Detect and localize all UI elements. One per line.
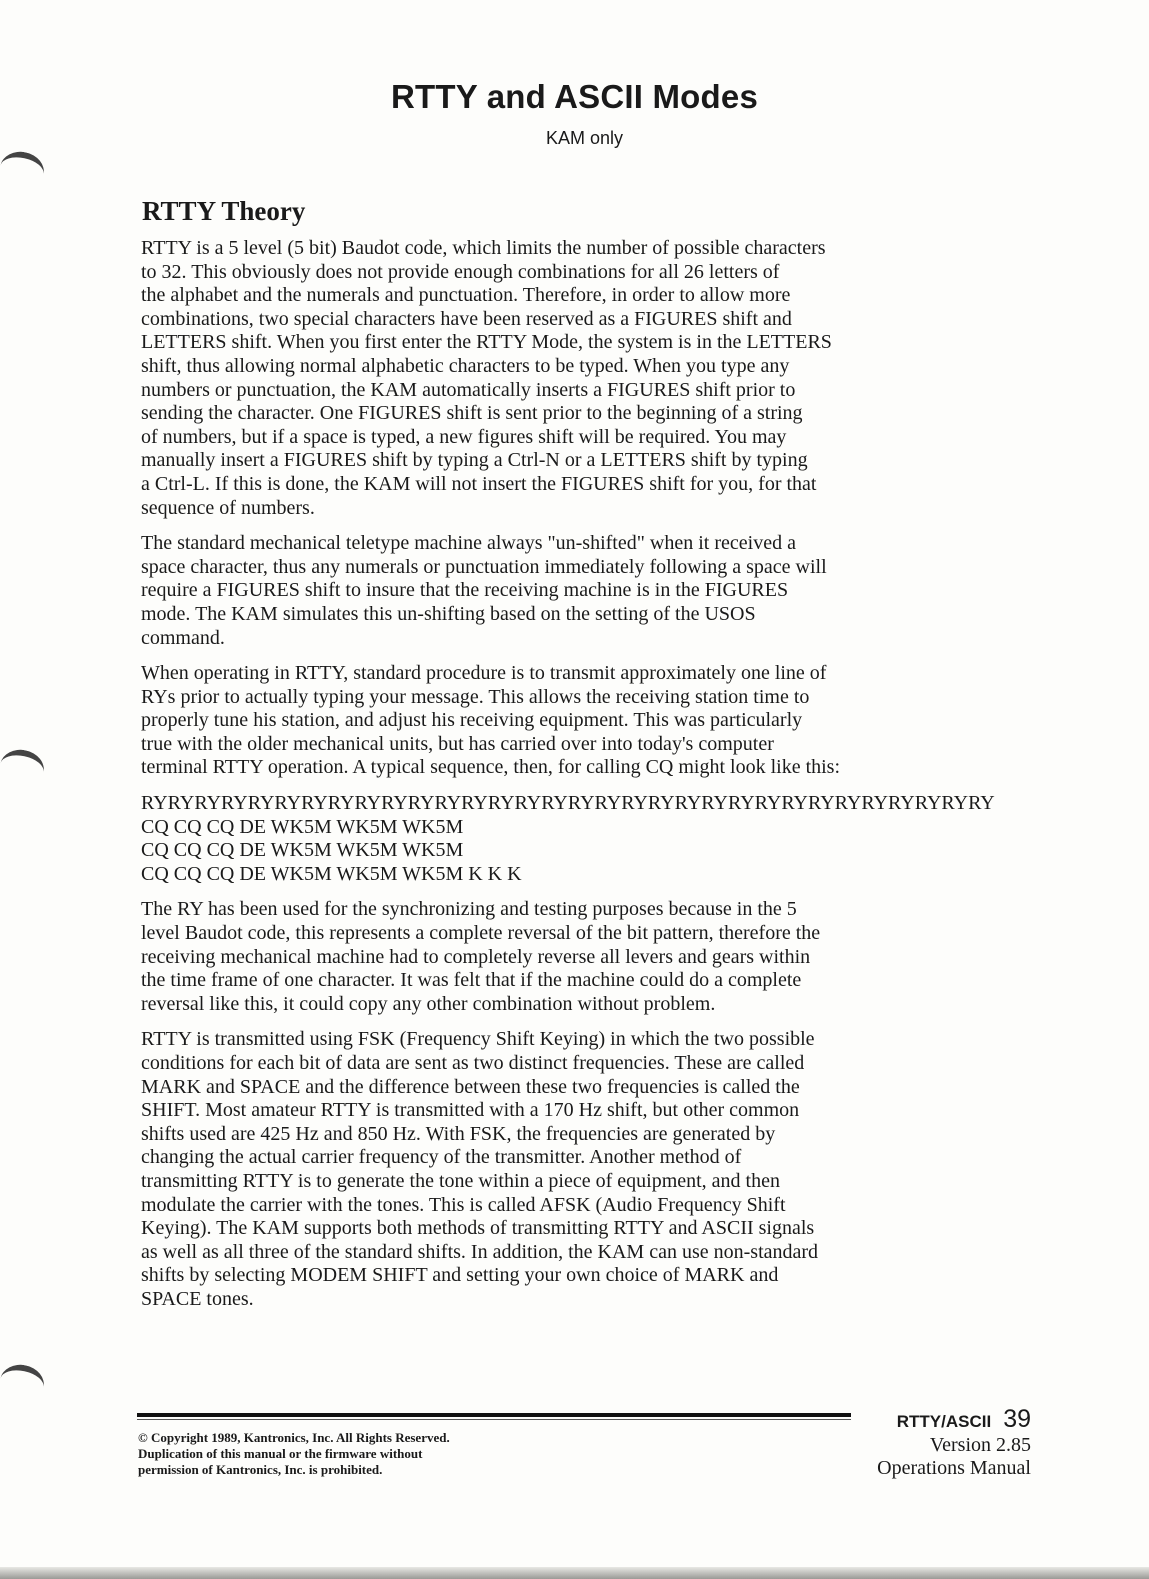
- version-label: Version 2.85: [929, 1434, 1031, 1456]
- text-line: When operating in RTTY, standard procedure is to transmit approximately one line of: [141, 662, 827, 685]
- text-line: LETTERS shift. When you first enter the RTTY Mode, the system is in the LETTERS: [141, 331, 832, 354]
- copyright-line: Duplication of this manual or the firmware without: [138, 1446, 423, 1461]
- text-line: SHIFT. Most amateur RTTY is transmitted with a 170 Hz shift, but other common: [141, 1099, 800, 1122]
- text-line: The standard mechanical teletype machine always "un-shifted" when it received a: [141, 532, 796, 555]
- text-line: transmitting RTTY is to generate the tone within a piece of equipment, and then: [141, 1169, 780, 1192]
- text-line: the time frame of one character. It was felt that if the machine could do a complete: [141, 969, 802, 992]
- text-line: the alphabet and the numerals and punctuation. Therefore, in order to allow more: [141, 284, 791, 307]
- text-line: Keying). The KAM supports both methods of transmitting RTTY and ASCII signals: [141, 1217, 815, 1240]
- text-line: true with the older mechanical units, but has carried over into today's computer: [141, 732, 774, 755]
- text-line: reversal like this, it could copy any other combination without problem.: [141, 992, 716, 1015]
- footer-section-label: RTTY/ASCII: [896, 1412, 992, 1431]
- text-line: of numbers, but if a space is typed, a new figures shift will be required. You may: [141, 425, 787, 448]
- copyright-line: © Copyright 1989, Kantronics, Inc. All Rights Reserved.: [138, 1430, 450, 1445]
- body-text: [141, 237, 1021, 1324]
- paragraph-rtty-intro: [141, 237, 1021, 520]
- code-line: RYRYRYRYRYRYRYRYRYRYRYRYRYRYRYRYRYRYRYRYRYRYRYRYRYRYRYRYRYRYRYRY: [141, 792, 995, 815]
- text-line: The RY has been used for the synchronizing and testing purposes because in the 5: [141, 898, 797, 921]
- manual-label: Operations Manual: [877, 1457, 1031, 1479]
- text-line: modulate the carrier with the tones. This is called AFSK (Audio Frequency Shift: [141, 1193, 786, 1216]
- paragraph-procedure: [141, 662, 1021, 780]
- page-number: 39: [1003, 1405, 1031, 1433]
- text-line: RTTY is a 5 level (5 bit) Baudot code, which limits the number of possible characters: [141, 237, 826, 259]
- text-line: space character, thus any numerals or punctuation immediately following a space will: [141, 555, 827, 578]
- copyright-notice: [138, 1430, 578, 1478]
- text-line: manually insert a FIGURES shift by typing a Ctrl-N or a LETTERS shift by typing: [141, 449, 808, 472]
- text-line: sending the character. One FIGURES shift is sent prior to the beginning of a string: [141, 402, 803, 425]
- paragraph-ry-pattern: [141, 898, 1021, 1016]
- text-line: RYs prior to actually typing your message. This allows the receiving station time to: [141, 685, 810, 708]
- page-title: RTTY and ASCII Modes: [390, 78, 759, 115]
- footer-rule: [137, 1413, 851, 1417]
- cq-example-block: [141, 792, 1021, 886]
- text-line: command.: [141, 626, 225, 649]
- text-line: changing the actual carrier frequency of the transmitter. Another method of: [141, 1146, 742, 1169]
- paragraph-unshift: [141, 532, 1021, 650]
- paragraph-fsk: [141, 1028, 1021, 1311]
- section-heading: RTTY Theory: [142, 196, 306, 226]
- text-line: terminal RTTY operation. A typical sequence, then, for calling CQ might look like this:: [141, 756, 841, 779]
- text-line: level Baudot code, this represents a complete reversal of the bit pattern, therefore the: [141, 922, 821, 945]
- binder-hole-mark-top: [0, 148, 47, 192]
- binder-hole-mark-middle: [0, 746, 47, 790]
- text-line: conditions for each bit of data are sent as two distinct frequencies. These are called: [141, 1052, 805, 1074]
- page-bottom-edge: [0, 1567, 1149, 1579]
- copyright-line: permission of Kantronics, Inc. is prohibited.: [138, 1462, 383, 1477]
- text-line: receiving mechanical machine had to completely reverse all levers and gears within: [141, 945, 811, 968]
- text-line: numbers or punctuation, the KAM automatically inserts a FIGURES shift prior to: [141, 378, 796, 401]
- text-line: sequence of numbers.: [141, 496, 315, 519]
- text-line: shift, thus allowing normal alphabetic characters to be typed. When you type any: [141, 354, 790, 377]
- text-line: shifts by selecting MODEM SHIFT and setting your own choice of MARK and: [141, 1264, 779, 1287]
- footer-info: [877, 1405, 1031, 1480]
- binder-hole-mark-bottom: [0, 1361, 47, 1405]
- text-line: combinations, two special characters have been reserved as a FIGURES shift and: [141, 307, 792, 330]
- text-line: properly tune his station, and adjust his receiving equipment. This was particularly: [141, 709, 803, 732]
- text-line: RTTY is transmitted using FSK (Frequency Shift Keying) in which the two possible: [141, 1028, 815, 1051]
- text-line: a Ctrl-L. If this is done, the KAM will not insert the FIGURES shift for you, for that: [141, 472, 817, 495]
- code-line: CQ CQ CQ DE WK5M WK5M WK5M K K K: [141, 862, 522, 885]
- text-line: as well as all three of the standard shifts. In addition, the KAM can use non-standard: [141, 1240, 819, 1263]
- text-line: require a FIGURES shift to insure that the receiving machine is in the FIGURES: [141, 579, 789, 602]
- text-line: mode. The KAM simulates this un-shifting based on the setting of the USOS: [141, 602, 756, 625]
- page-subtitle: KAM only: [545, 128, 624, 148]
- text-line: to 32. This obviously does not provide enough combinations for all 26 letters of: [141, 260, 780, 283]
- code-line: CQ CQ CQ DE WK5M WK5M WK5M: [141, 839, 464, 862]
- code-line: CQ CQ CQ DE WK5M WK5M WK5M: [141, 815, 464, 838]
- text-line: shifts used are 425 Hz and 850 Hz. With FSK, the frequencies are generated by: [141, 1122, 776, 1145]
- footer-rule-thin: [137, 1419, 851, 1420]
- footer-page-line: [877, 1405, 1031, 1434]
- text-line: SPACE tones.: [141, 1287, 254, 1310]
- text-line: MARK and SPACE and the difference between these two frequencies is called the: [141, 1075, 800, 1098]
